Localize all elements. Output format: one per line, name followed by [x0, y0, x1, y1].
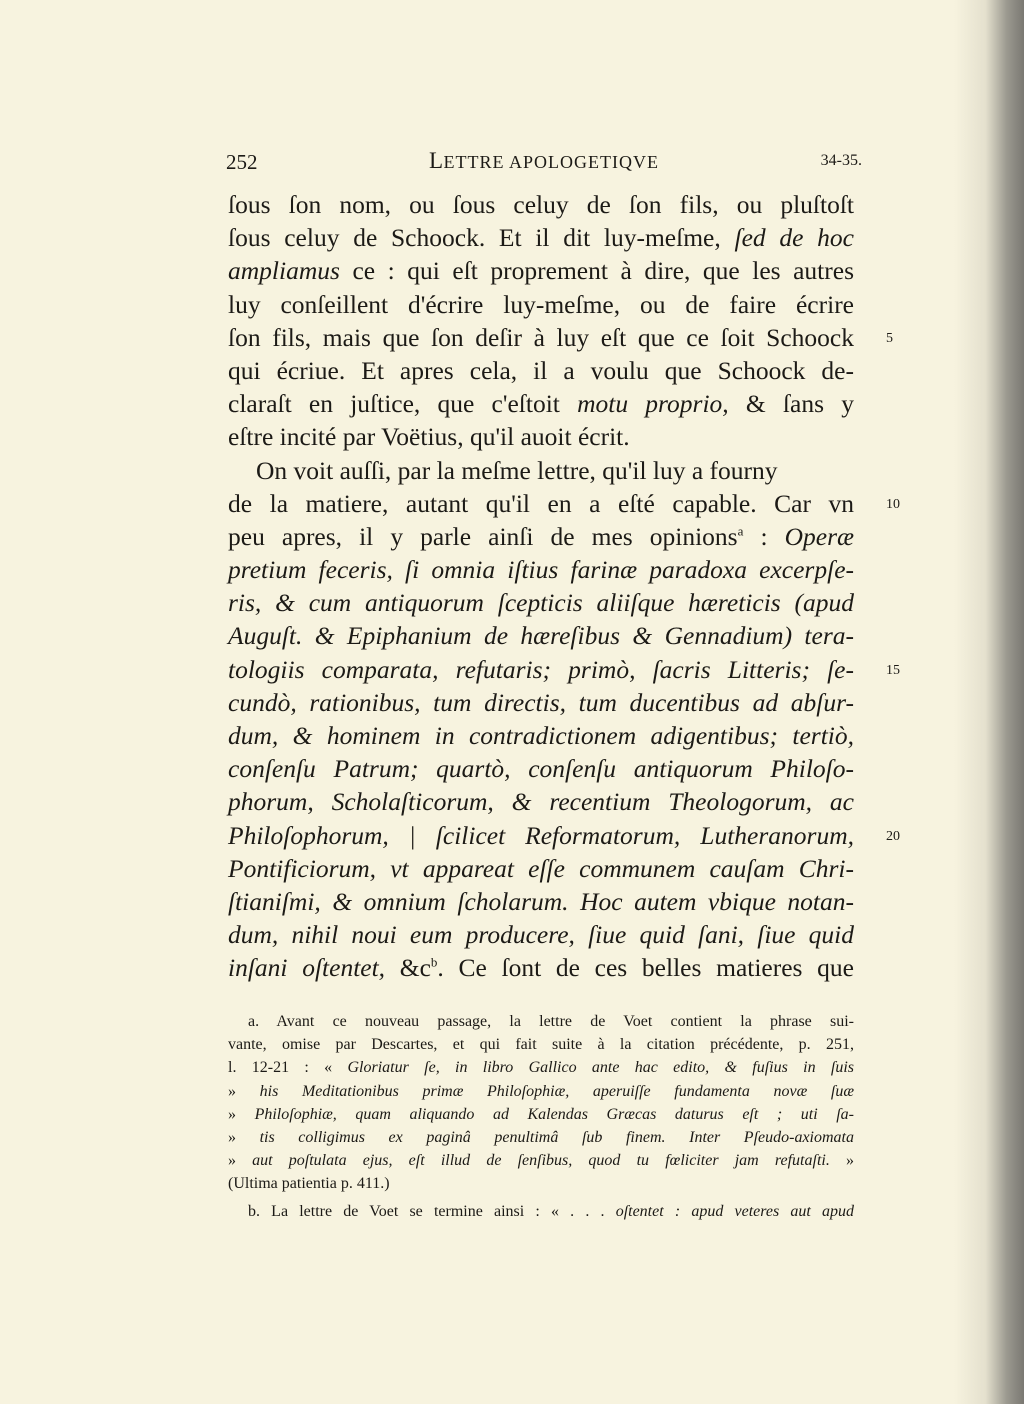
running-title-rest: ETTRE APOLOGETIQVE: [443, 152, 660, 172]
text-span: pretium feceris, ſi omnia iſtius farinæ paradoxa excerpſe-: [228, 555, 854, 585]
footnote-line: [228, 1056, 854, 1079]
line-number-15: 15: [886, 662, 900, 678]
footnote-span: his Meditationibus primæ Philoſophiæ, aperuiſſe fundamenta novæ ſuæ: [259, 1082, 854, 1100]
text-line: [228, 653, 854, 686]
text-span: ce : qui eſt proprement à dire, que les autres: [339, 256, 854, 286]
text-span: ſtianiſmi, & omnium ſcholarum. Hoc autem vbique notan-: [228, 886, 854, 916]
footnote-span: b. La lettre de Voet se termine ainsi : « . . .: [248, 1202, 616, 1220]
text-span: ſon fils, mais que ſon deſir à luy eſt que ce ſoit Schoock: [228, 322, 854, 352]
page-number: 252: [226, 150, 258, 174]
text-line: [228, 619, 854, 652]
running-title-initial: L: [428, 148, 444, 173]
line-number-5: 5: [886, 330, 893, 346]
text-line: [228, 288, 854, 321]
footnote-line: [228, 1200, 854, 1223]
text-span: ris, & cum antiquorum ſcepticis aliiſque hæreticis (apud: [228, 588, 854, 618]
footnote-marker: a: [737, 523, 744, 539]
footnote-span: tis colligimus ex paginâ penultimâ ſub finem. Inter Pſeudo-axiomata: [259, 1128, 854, 1146]
line-number-20: 20: [886, 828, 900, 844]
text-line: [228, 387, 854, 420]
running-header: [226, 146, 862, 180]
text-span: Philoſophorum, | ſcilicet Reformatorum, Lutheranorum,: [228, 820, 854, 850]
section-reference: 34-35.: [820, 152, 862, 169]
running-title: [226, 148, 862, 174]
footnote-line: [228, 1033, 854, 1056]
text-line: [228, 852, 854, 885]
text-line: [228, 819, 854, 852]
footnote-span: »: [228, 1082, 260, 1100]
text-span: eſtre incité par Voëtius, qu'il auoit écrit.: [228, 422, 630, 452]
footnote-span: (Ultima patientia p. 411.): [228, 1175, 390, 1193]
footnote-span: »: [228, 1152, 253, 1170]
text-line: [228, 785, 854, 818]
text-span: & ſans y: [728, 389, 854, 419]
footnote-line: [228, 1080, 854, 1103]
text-line: [228, 221, 854, 254]
text-line: [228, 520, 854, 553]
footnote-span: »: [228, 1105, 255, 1123]
text-span: ſed de hoc: [734, 223, 854, 253]
text-span: tologiis comparata, refutaris; primò, ſacris Litteris; ſe-: [228, 654, 854, 684]
text-line: [228, 752, 854, 785]
page-edge-shadow: [954, 0, 1024, 1404]
footnote-span: vante, omise par Descartes, et qui fait suite à la citation précédente, p. 251,: [228, 1036, 854, 1054]
text-span: luy conſeillent d'écrire luy-meſme, ou de faire écrire: [228, 289, 854, 319]
text-span: ampliamus: [228, 256, 340, 286]
text-span: inſani oſtentet,: [228, 953, 386, 983]
text-span: qui écriue. Et apres cela, il a voulu que Schoock de-: [228, 355, 854, 385]
text-line: [228, 354, 854, 387]
text-span: dum, & hominem in contradictionem adigentibus; tertiò,: [228, 721, 854, 750]
text-line: [228, 454, 854, 487]
text-span: conſenſu Patrum; quartò, conſenſu antiquorum Philoſo-: [228, 754, 854, 784]
text-span: claraſt en juſtice, que c'eſtoit: [228, 389, 578, 419]
footnote-span: l. 12-21 : «: [228, 1059, 348, 1077]
text-line: [228, 719, 854, 752]
text-line: [228, 951, 854, 984]
text-span: cundò, rationibus, tum directis, tum ducentibus ad abſur-: [228, 687, 854, 717]
text-span: phorum, Scholaſticorum, & recentium Theologorum, ac: [228, 787, 854, 817]
text-line: [228, 918, 854, 951]
footnote-span: aut poſtulata ejus, eſt illud de ſenſibus, quod tu fœliciter jam refutaſti.: [252, 1152, 830, 1170]
footnote-span: Gloriatur ſe, in libro Gallico ante hac edito, & fuſius in ſuis: [347, 1059, 855, 1077]
text-span: &c: [385, 953, 431, 983]
footnote-span: »: [228, 1128, 260, 1146]
text-span: ſous ſon nom, ou ſous celuy de ſon fils, ou pluſtoſt: [228, 190, 854, 219]
footnote-line: [228, 1126, 854, 1149]
text-line: [228, 254, 854, 287]
footnote-line: [228, 1149, 854, 1172]
footnote-span: »: [829, 1152, 855, 1170]
text-span: peu apres, il y parle ainſi de mes opinions: [228, 521, 738, 551]
text-line: [228, 188, 854, 221]
text-span: On voit auſſi, par la meſme lettre, qu'il luy a fourny: [256, 455, 778, 485]
text-span: :: [743, 521, 785, 551]
text-span: ſous celuy de Schoock. Et il dit luy-meſme,: [228, 223, 735, 253]
text-line: [228, 487, 854, 520]
text-span: dum, nihil noui eum producere, ſiue quid ſani, ſiue quid: [228, 920, 854, 950]
text-line: [228, 321, 854, 354]
footnote-span: oſtentet : apud veteres aut apud: [615, 1202, 855, 1220]
text-span: motu proprio,: [577, 389, 729, 419]
text-span: de la matiere, autant qu'il en a eſté capable. Car vn: [228, 488, 854, 518]
text-line: [228, 686, 854, 719]
text-line: [228, 553, 854, 586]
text-span: Auguſt. & Epiphanium de hæreſibus & Gennadium) tera-: [228, 621, 854, 651]
text-line: [228, 586, 854, 619]
body-text: [228, 188, 854, 985]
footnote-marker: b: [430, 954, 438, 970]
text-span: Operæ: [784, 521, 855, 551]
line-number-10: 10: [886, 496, 900, 512]
footnote-span: Philoſophiæ, quam aliquando ad Kalendas Græcas daturus eſt ; uti ſa-: [254, 1105, 855, 1123]
footnotes: [228, 1010, 854, 1223]
footnote-line: [228, 1103, 854, 1126]
footnote-line: [228, 1172, 854, 1195]
text-line: [228, 885, 854, 918]
text-span: Pontificiorum, vt appareat eſſe communem cauſam Chri-: [228, 853, 854, 883]
text-span: . Ce ſont de ces belles matieres que: [437, 953, 855, 983]
text-line: [228, 420, 854, 453]
footnote-span: a. Avant ce nouveau passage, la lettre de Voet contient la phrase sui-: [248, 1013, 854, 1030]
footnote-line: [228, 1010, 854, 1033]
